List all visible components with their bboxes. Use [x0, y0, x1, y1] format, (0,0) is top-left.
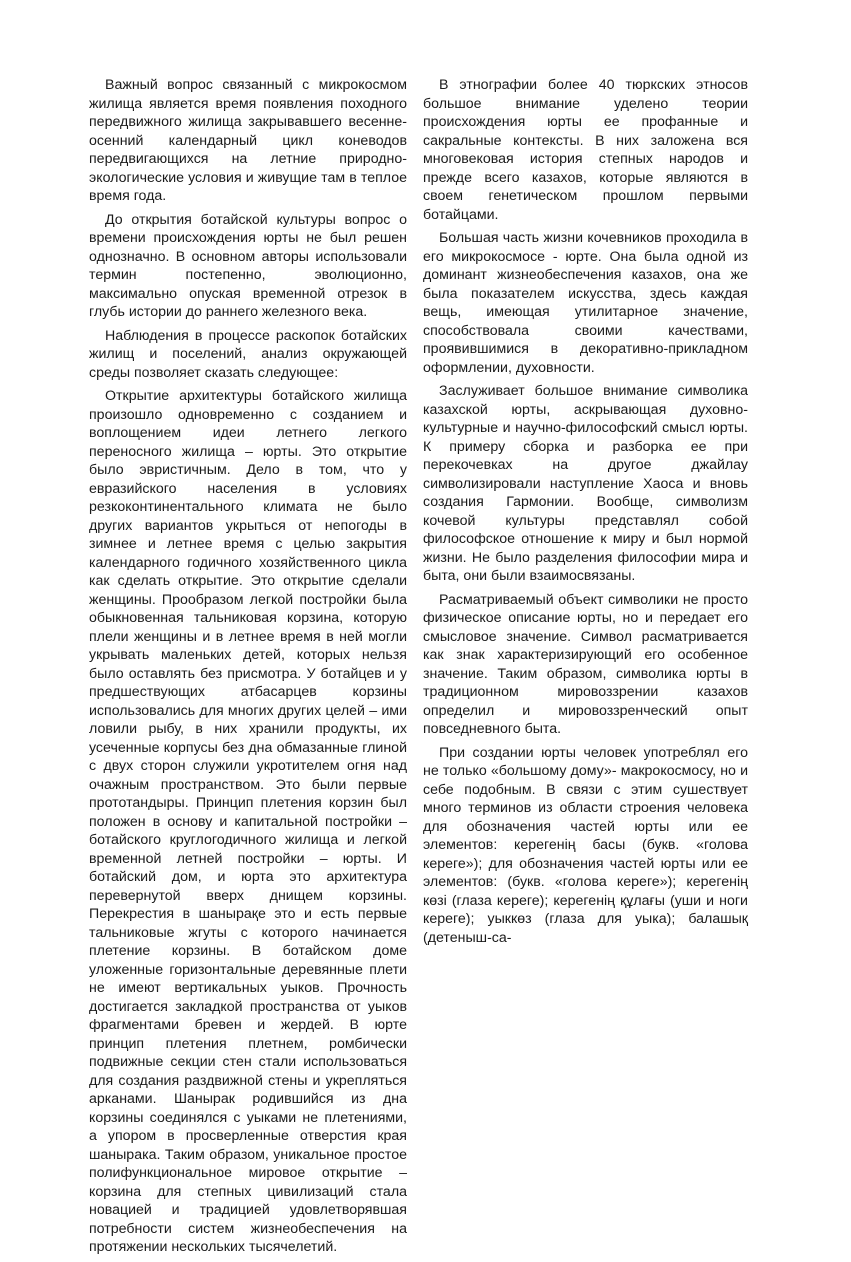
left-text-column: [89, 76, 407, 1262]
paragraph: Наблюдения в процессе раскопок ботайских жилищ и поселений, анализ окружающей среды позволяет сказать следующее:: [89, 327, 407, 381]
paragraph: Большая часть жизни кочевников проходила в его микрокосмосе - юрте. Она была одной из доминант жизнеобеспечения казахов, она же была показателем искусства, здесь каждая вещь, имеющая утилитарное значение, способствовала своими качествами, проявившимися в декоративно-прикладном оформлении, духовности.: [423, 230, 748, 376]
paragraph: В этнографии более 40 тюркских этносов большое внимание уделено теории происхождения юрты ее профанные и сакральные контексты. В них заложена вся многовековая история степных народов и прежде всего казахов, которые являются в своем генетическом прошлом первыми ботайцами.: [423, 77, 748, 223]
right-text-column: [423, 76, 748, 952]
paragraph: До открытия ботайской культуры вопрос о времени происхождения юрты не был решен однозначно. В основном авторы использовали термин постепенно, эволюционно, максимально опуская временной отрезок в глубь истории до раннего железного века.: [89, 211, 407, 320]
paragraph: Расматриваемый объект символики не просто физическое описание юрты, но и передает его смысловое значение. Символ расматривается как знак характеризирующий его особенное значение. Таким образом, символика юрты в традиционном мировоззрении казахов определил и мировоззренческий опыт повседневного быта.: [423, 591, 748, 737]
paragraph: Заслуживает большое внимание символика казахской юрты, аскрывающая духовно-культурные и научно-философский смысл юрты. К примеру сборка и разборка ее при перекочевках на другое джайлау символизировали наступление Хаоса и вновь создания Гармонии. Вообще, символизм кочевой культуры представлял собой философское отношение к миру и был нормой жизни. Не было разделения философии мира и быта, они были взаимосвязаны.: [423, 383, 748, 584]
paragraph: Важный вопрос связанный с микрокосмом жилища является время появления походного передвижного жилища закрывавшего весенне-осенний календарный цикл коневодов передвигающихся на летние природно-экологические условия и живущие там в теплое время года.: [89, 77, 407, 204]
paragraph: Открытие архитектуры ботайского жилища произошло одновременно с созданием и воплощением идеи летнего легкого переносного жилища – юрты. Это открытие было эвристичным. Дело в том, что у евразийского населения в условиях резкоконтинентального климата не было других вариантов укрыться от непогоды в зимнее и летнее время с целью закрытия календарного годичного хозяйственного цикла как сделать открытие. Это открытие сделали женщины. Прообразом легкой постройки была обыкновенная тальниковая корзина, которую плели женщины и в летнее время в ней могли укрывать маленьких детей, которых нельзя было оставлять без присмотра. У ботайцев и у предшествующих атбасарцев корзины использовались для многих других целей – ими ловили рыбу, в них хранили продукты, их усеченные корпусы без дна обмазанные глиной с двух сторон служили укротителем огня над очажным пространством. Это были первые прототандыры. Принцип плетения корзин был положен в основу и капитальной постройки – ботайского круглогодичного жилища и легкой временной летней постройки – юрты. И ботайский дом, и юрта это архитектура перевернутой вверх днищем корзины. Перекрестия в шанырақе это и есть первые тальниковые жгуты с которого начинается плетение корзины. В ботайском доме уложенные горизонтальные деревянные плети не имеют вертикальных уыков. Прочность достигается закладкой пространства от уыков фрагментами бревен и жердей. В юрте принцип плетения плетнем, ромбически подвижные секции стен стали использоваться для создания раздвижной стены и укрепляться арканами. Шанырак родившийся из дна корзины соединялся с уыками не плетениями, а упором в просверленные отверстия края шанырака. Таким образом, уникальное простое полифункциональное мировое открытие – корзина для степных цивилизаций стала новацией и традицией удовлетворявшая потребности систем жизнеобеспечения на протяжении нескольких тысячелетий.: [89, 388, 407, 1255]
paragraph: При создании юрты человек употреблял его не только «большому дому»- макрокосмосу, но и себе подобным. В связи с этим сушествует много терминов из области строения человека для обозначения частей юрты или ее элементов: керегенің басы (букв. «голова кереге»); для обозначения частей юрты или ее элементов: (букв. «голова кереге»); керегенің көзі (глаза кереге); керегенің құлағы (уши и ноги кереге); уыккөз (глаза для уыка); балашық (детеныш-са-: [423, 744, 748, 946]
